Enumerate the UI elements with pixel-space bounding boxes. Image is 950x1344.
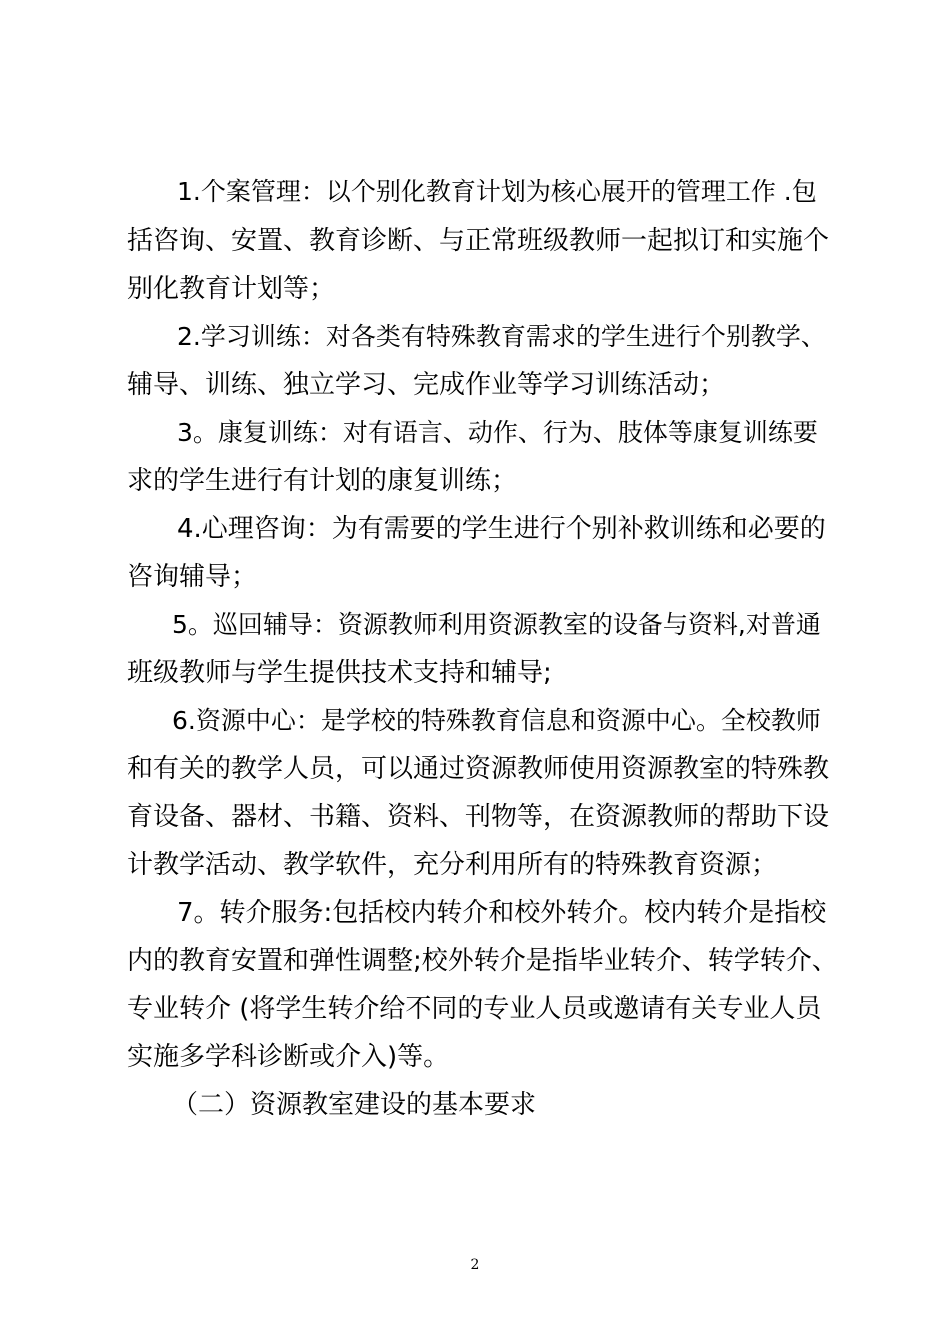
text-line: 辅导、训练、独立学习、完成作业等学习训练活动； <box>127 370 726 400</box>
text-line: 班级教师与学生提供技术支持和辅导; <box>127 658 552 688</box>
text-line: 实施多学科诊断或介入)等。 <box>127 1042 450 1072</box>
text-line: 专业转介 (将学生转介给不同的专业人员或邀请有关专业人员 <box>127 994 822 1024</box>
text-line: 育设备、器材、书籍、资料、刊物等，在资源教师的帮助下设 <box>127 802 830 832</box>
section-heading: （二）资源教室建设的基本要求 <box>172 1090 537 1120</box>
text-line: 计教学活动、教学软件，充分利用所有的特殊教育资源； <box>127 850 778 880</box>
text-line: 1.个案管理：以个别化教育计划为核心展开的管理工作 .包 <box>177 177 817 206</box>
text-line: 别化教育计划等； <box>127 274 336 304</box>
text-line: 和有关的教学人员，可以通过资源教师使用资源教室的特殊教 <box>127 754 830 784</box>
text-line: 5。巡回辅导：资源教师利用资源教室的设备与资料,对普通 <box>172 610 821 639</box>
text-line: 求的学生进行有计划的康复训练； <box>127 466 518 496</box>
text-line: 括咨询、安置、教育诊断、与正常班级教师一起拟订和实施个 <box>127 226 830 256</box>
text-line: 4.心理咨询：为有需要的学生进行个别补救训练和必要的 <box>177 514 826 544</box>
text-line: 咨询辅导； <box>127 562 258 592</box>
text-line: 3。康复训练：对有语言、动作、行为、肢体等康复训练要 <box>177 418 818 447</box>
text-line: 7。转介服务:包括校内转介和校外转介。校内转介是指校 <box>177 898 827 928</box>
text-line: 6.资源中心：是学校的特殊教育信息和资源中心。全校教师 <box>172 706 821 735</box>
page-number: 2 <box>470 1257 480 1273</box>
text-line: 2.学习训练：对各类有特殊教育需求的学生进行个别教学、 <box>177 322 826 351</box>
text-line: 内的教育安置和弹性调整;校外转介是指毕业转介、转学转介、 <box>127 946 838 976</box>
